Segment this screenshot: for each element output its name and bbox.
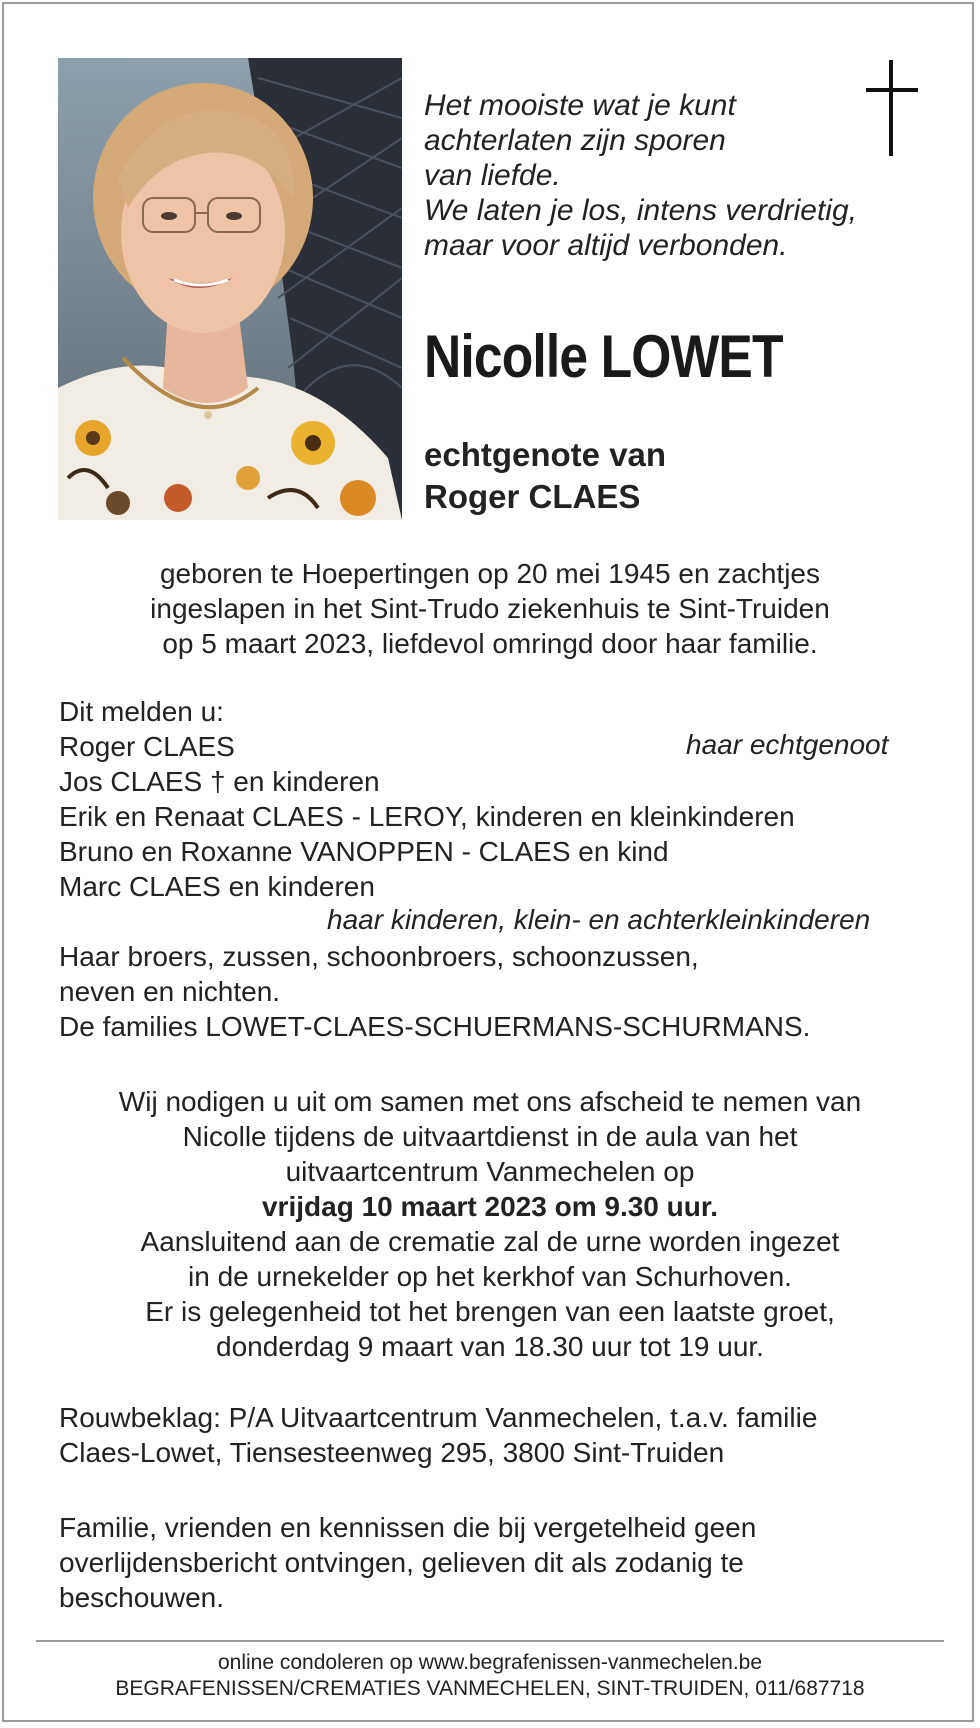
announcer-line: Bruno en Roxanne VANOPPEN - CLAES en kind <box>59 836 669 867</box>
birth-death-text <box>40 556 940 661</box>
ceremony-text <box>40 1084 940 1364</box>
footer-divider <box>36 1640 944 1642</box>
spouse-role: haar echtgenoot <box>686 729 889 760</box>
announcer-line: Jos CLAES † en kinderen <box>59 766 380 797</box>
poem-line: maar voor altijd verbonden. <box>424 229 788 262</box>
text-line: Familie, vrienden en kennissen die bij vergetelheid geen <box>59 1512 757 1543</box>
announcer-line: Roger CLAES <box>59 731 235 762</box>
poem-line: van liefde. <box>424 159 561 192</box>
text-line: Claes-Lowet, Tiensesteenweg 295, 3800 Sint-Truiden <box>59 1437 725 1468</box>
footer <box>36 1650 944 1702</box>
announcer-line: Haar broers, zussen, schoonbroers, schoonzussen, <box>59 941 699 972</box>
text-line: donderdag 9 maart van 18.30 uur tot 19 uur. <box>216 1331 764 1362</box>
text-line: Er is gelegenheid tot het brengen van een laatste groet, <box>145 1296 835 1327</box>
memorial-poem <box>424 88 884 263</box>
poem-line: Het mooiste wat je kunt <box>424 89 736 122</box>
poem-line: achterlaten zijn sporen <box>424 124 726 157</box>
portrait-photo <box>58 58 402 520</box>
text-line: Aansluitend aan de crematie zal de urne worden ingezet <box>140 1226 840 1257</box>
notice-note <box>59 1510 939 1615</box>
announcer-line: neven en nichten. <box>59 976 281 1007</box>
cross-icon <box>864 60 920 160</box>
announcer-line: De families LOWET-CLAES-SCHUERMANS-SCHURMANS. <box>59 1011 811 1042</box>
footer-company: BEGRAFENISSEN/CREMATIES VANMECHELEN, SINT-TRUIDEN, 011/687718 <box>115 1677 865 1700</box>
text-line: Nicolle tijdens de uitvaartdienst in de aula van het <box>182 1121 798 1152</box>
poem-line: We laten je los, intens verdrietig, <box>424 194 857 227</box>
text-line: ingeslapen in het Sint-Trudo ziekenhuis te Sint-Truiden <box>150 593 830 624</box>
text-line: in de urnekelder op het kerkhof van Schurhoven. <box>188 1261 792 1292</box>
spouse-block <box>424 434 666 518</box>
condolence-address <box>59 1400 939 1470</box>
deceased-name: Nicolle LOWET <box>424 323 783 390</box>
ceremony-date: vrijdag 10 maart 2023 om 9.30 uur. <box>261 1191 718 1222</box>
announcer-line: Erik en Renaat CLAES - LEROY, kinderen en kleinkinderen <box>59 801 795 832</box>
spouse-name: Roger CLAES <box>424 478 641 515</box>
text-line: Rouwbeklag: P/A Uitvaartcentrum Vanmechelen, t.a.v. familie <box>59 1402 818 1433</box>
text-line: beschouwen. <box>59 1582 225 1613</box>
text-line: Wij nodigen u uit om samen met ons afscheid te nemen van <box>118 1086 862 1117</box>
text-line: uitvaartcentrum Vanmechelen op <box>285 1156 695 1187</box>
text-line: op 5 maart 2023, liefdevol omringd door haar familie. <box>162 628 818 659</box>
announcers-intro: Dit melden u: <box>59 696 224 727</box>
footer-website[interactable]: online condoleren op www.begrafenissen-vanmechelen.be <box>217 1651 763 1674</box>
announcer-line: Marc CLAES en kinderen <box>59 871 375 902</box>
text-line: overlijdensbericht ontvingen, gelieven dit als zodanig te <box>59 1547 744 1578</box>
children-role: haar kinderen, klein- en achterkleinkinderen <box>327 904 871 935</box>
text-line: geboren te Hoepertingen op 20 mei 1945 en zachtjes <box>159 558 821 589</box>
relation-label: echtgenote van <box>424 436 667 473</box>
